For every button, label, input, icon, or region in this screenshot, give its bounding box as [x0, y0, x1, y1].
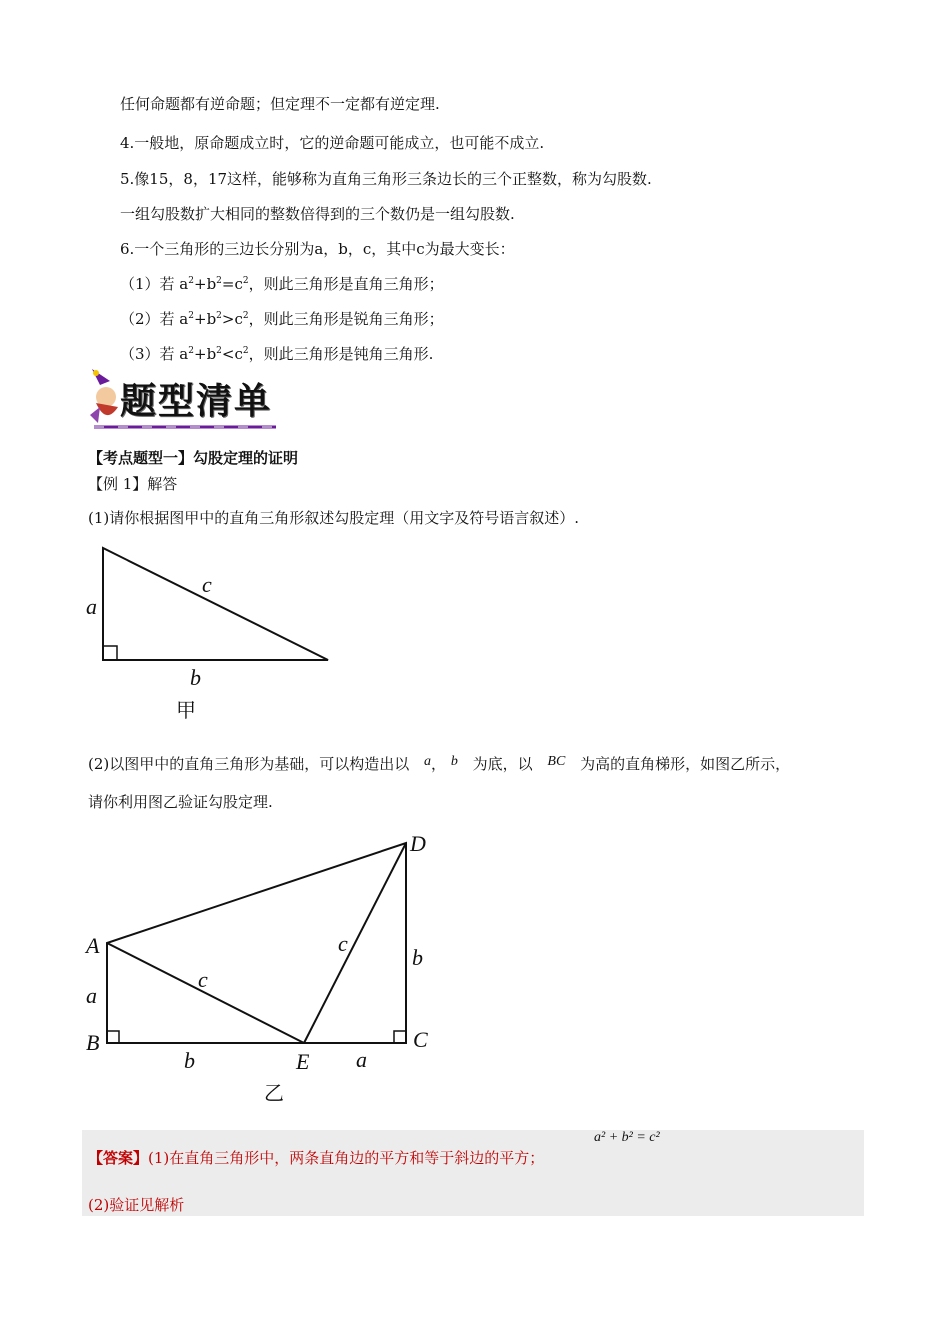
figure-yi [80, 825, 450, 1110]
segment-label-b-bottom: b [184, 1048, 195, 1073]
segment-label-b-right: b [412, 945, 423, 970]
section-banner [86, 363, 280, 433]
condition-2: （2）若 $a^2+b^2>c^2$，则此三角形是锐角三角形； [120, 310, 444, 328]
text-line-1: 任何命题都有逆命题；但定理不一定都有逆定理. [120, 95, 440, 113]
answer-line-1 [88, 1147, 544, 1168]
caption-yi: 乙 [264, 1081, 284, 1105]
vertex-e: E [296, 1049, 310, 1074]
answer-box [82, 1130, 864, 1216]
answer-tag: 【答案】 [88, 1149, 149, 1167]
segment-label-a-left: a [86, 983, 97, 1008]
condition-3: （3）若 $a^2+b^2<c^2$，则此三角形是钝角三角形. [120, 345, 434, 363]
question-2-line-2: 请你利用图乙验证勾股定理. [88, 793, 273, 811]
text-line-5: 6.一个三角形的三边长分别为a，b，c，其中c为最大变长： [120, 240, 515, 258]
trapezoid-abcd [107, 843, 406, 1043]
triangle-jia [103, 548, 328, 660]
caption-jia: 甲 [176, 698, 196, 722]
label-c: c [202, 572, 212, 597]
text-line-3: 5.像15，8，17这样，能够称为直角三角形三条边长的三个正整数，称为勾股数. [120, 170, 652, 188]
label-a: a [86, 594, 97, 619]
banner-title: 题型清单 [120, 380, 273, 422]
segment-label-a-bottom: a [356, 1047, 367, 1072]
right-angle-marker [103, 646, 117, 660]
answer-formula: a² + b² = c² [594, 1130, 660, 1145]
right-angle-c [394, 1031, 406, 1043]
text-line-4: 一组勾股数扩大相同的整数倍得到的三个数仍是一组勾股数. [120, 205, 515, 223]
vertex-d: D [410, 831, 426, 856]
segment-label-c-ed: c [338, 931, 348, 956]
answer-part-2: (2)验证见解析 [88, 1196, 185, 1214]
question-2: (2)以图甲中的直角三角形为基础，可以构造出以 a， b 为底，以 BC 为高的直角梯形，如图乙所示， [88, 754, 791, 773]
text-line-2: 4.一般地，原命题成立时，它的逆命题可能成立，也可能不成立. [120, 134, 545, 152]
vertex-b: B [86, 1030, 100, 1055]
figure-jia [80, 540, 350, 725]
vertex-a: A [86, 933, 100, 958]
segment-label-c-ae: c [198, 967, 208, 992]
right-angle-b [107, 1031, 119, 1043]
example-label: 【例 1】解答 [88, 475, 178, 493]
label-b: b [190, 665, 201, 690]
condition-1: （1）若 $a^2+b^2=c^2$，则此三角形是直角三角形； [120, 275, 444, 293]
segment-ae [107, 943, 304, 1043]
section-title: 【考点题型一】勾股定理的证明 [88, 449, 299, 467]
answer-part-1: (1)在直角三角形中，两条直角边的平方和等于斜边的平方； [148, 1149, 545, 1167]
vertex-c: C [413, 1027, 428, 1052]
question-1: (1)请你根据图甲中的直角三角形叙述勾股定理（用文字及符号语言叙述）. [88, 509, 580, 527]
